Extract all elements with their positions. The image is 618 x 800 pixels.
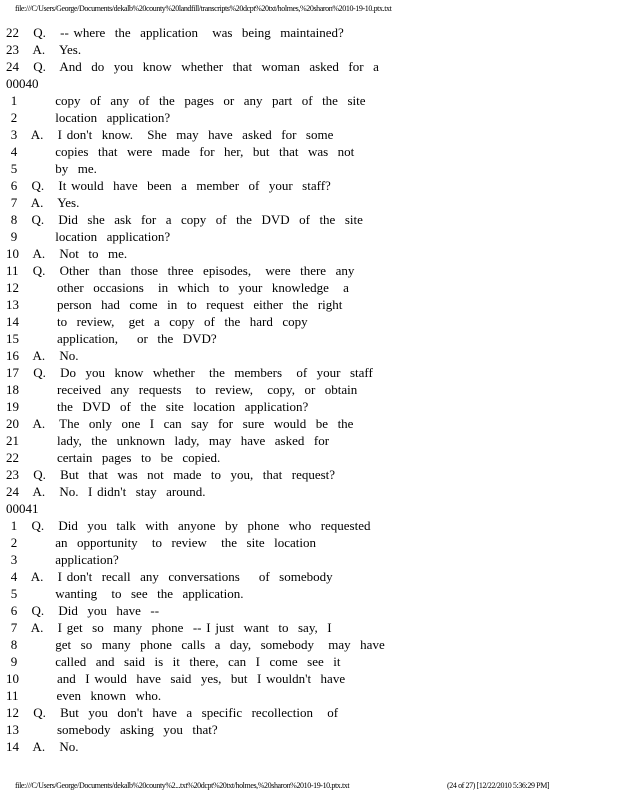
transcript-line: 14 to review, get a copy of the hard copy xyxy=(6,314,308,329)
transcript-line: 24 Q. And do you know whether that woman asked for a xyxy=(6,59,379,74)
transcript-line: 12 Q. But you don't have a specific recollection of xyxy=(6,705,339,720)
transcript-line: 24 A. No. I didn't stay around. xyxy=(6,484,206,499)
transcript-line: 1 Q. Did you talk with anyone by phone who requested xyxy=(6,518,371,533)
page-number-marker: 00041 xyxy=(6,501,39,516)
transcript-line: 8 Q. Did she ask for a copy of the DVD of the site xyxy=(6,212,363,227)
transcript-line: 15 application, or the DVD? xyxy=(6,331,217,346)
transcript-line: 4 copies that were made for her, but that was not xyxy=(6,144,355,159)
transcript-line: 22 Q. -- where the application was being maintained? xyxy=(6,25,344,40)
transcript-line: 7 A. I get so many phone -- I just want to say, I xyxy=(6,620,332,635)
transcript-line: 14 A. No. xyxy=(6,739,79,754)
transcript-line: 13 person had come in to request either the right xyxy=(6,297,343,312)
transcript-line: 23 A. Yes. xyxy=(6,42,82,57)
transcript-body xyxy=(6,24,606,755)
transcript-line: 17 Q. Do you know whether the members of your staff xyxy=(6,365,373,380)
transcript-line: 2 an opportunity to review the site location xyxy=(6,535,316,550)
page-number-marker: 00040 xyxy=(6,76,39,91)
transcript-line: 11 Q. Other than those three episodes, were there any xyxy=(6,263,355,278)
transcript-line: 13 somebody asking you that? xyxy=(6,722,218,737)
transcript-line: 8 get so many phone calls a day, somebody may have xyxy=(6,637,385,652)
transcript-line: 3 A. I don't know. She may have asked for some xyxy=(6,127,334,142)
transcript-line: 21 lady, the unknown lady, may have asked for xyxy=(6,433,330,448)
transcript-line: 11 even known who. xyxy=(6,688,162,703)
transcript-line: 3 application? xyxy=(6,552,119,567)
transcript-line: 20 A. The only one I can say for sure would be the xyxy=(6,416,354,431)
transcript-line: 12 other occasions in which to your knowledge a xyxy=(6,280,349,295)
transcript-line: 4 A. I don't recall any conversations of somebody xyxy=(6,569,333,584)
file-path-header: file:///C/Users/George/Documents/dekalb%20county%20landfill/transcripts%20dcpt%20txt/holmes,%20sharon%2010-19-10.ptx.txt xyxy=(15,4,392,13)
transcript-line: 10 A. Not to me. xyxy=(6,246,128,261)
transcript-line: 9 called and said is it there, can I come see it xyxy=(6,654,341,669)
transcript-line: 5 by me. xyxy=(6,161,97,176)
transcript-line: 5 wanting to see the application. xyxy=(6,586,244,601)
transcript-line: 18 received any requests to review, copy, or obtain xyxy=(6,382,358,397)
transcript-line: 22 certain pages to be copied. xyxy=(6,450,221,465)
transcript-line: 10 and I would have said yes, but I wouldn't have xyxy=(6,671,346,686)
transcript-line: 2 location application? xyxy=(6,110,171,125)
transcript-line: 19 the DVD of the site location application? xyxy=(6,399,309,414)
transcript-line: 23 Q. But that was not made to you, that request? xyxy=(6,467,336,482)
transcript-line: 6 Q. Did you have -- xyxy=(6,603,160,618)
footer-file-path: file:///C/Users/George/Documents/dekalb%20county%2...txt%20dcpt%20txt/holmes,%20sharon%2010-19-10.ptx.txt xyxy=(15,781,350,790)
transcript-line: 9 location application? xyxy=(6,229,171,244)
footer-page-info: (24 of 27) [12/22/2010 5:36:29 PM] xyxy=(447,781,550,790)
transcript-line: 1 copy of any of the pages or any part of the site xyxy=(6,93,366,108)
transcript-line: 7 A. Yes. xyxy=(6,195,80,210)
transcript-line: 6 Q. It would have been a member of your staff? xyxy=(6,178,331,193)
transcript-line: 16 A. No. xyxy=(6,348,79,363)
